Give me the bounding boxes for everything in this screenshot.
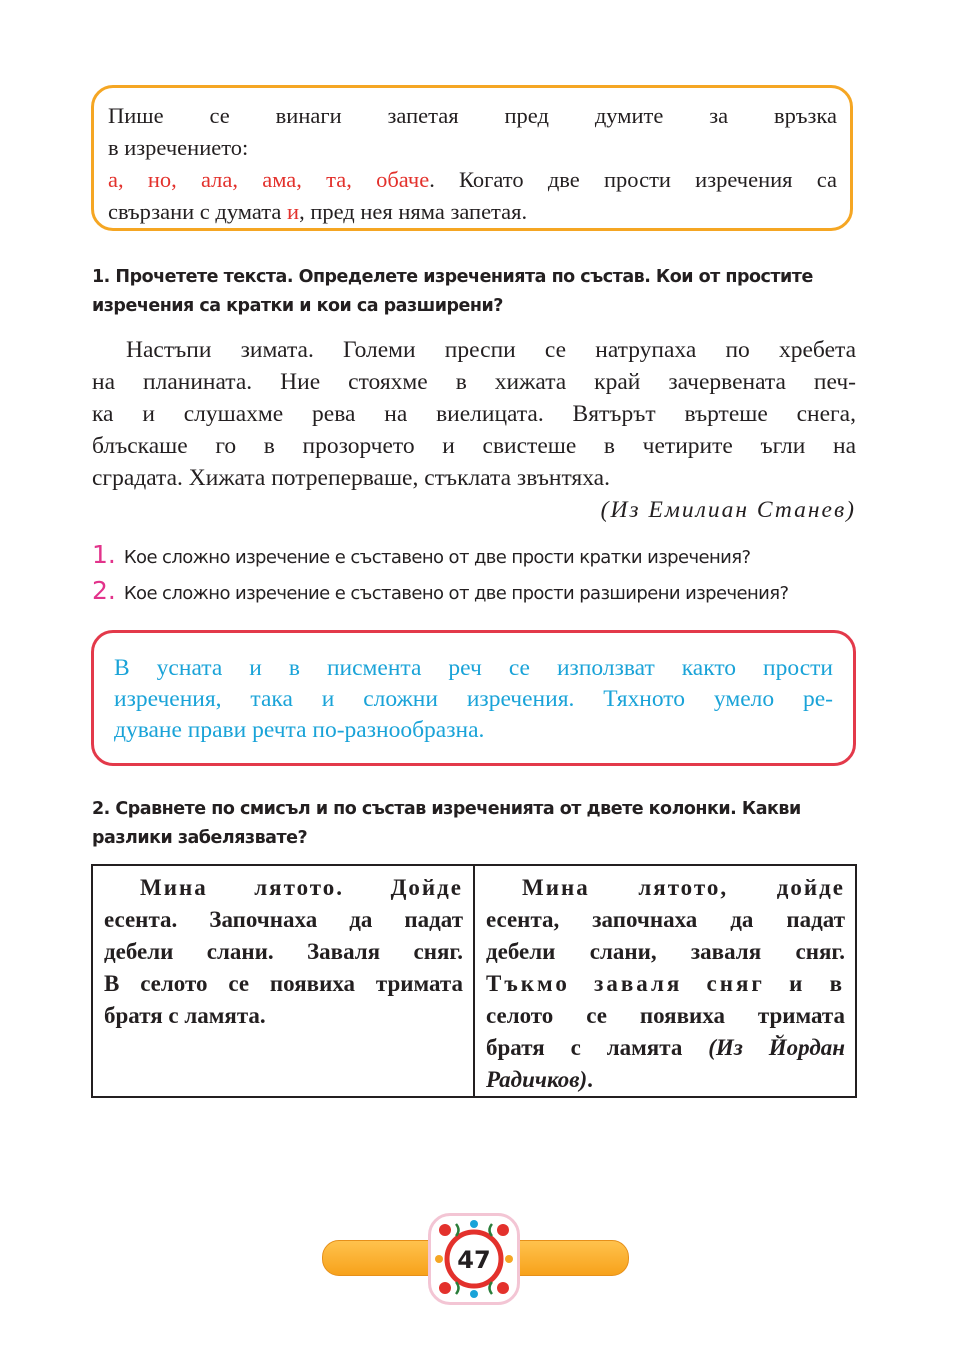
rule-line: свързани с думата и, пред нея няма запетая. (108, 199, 528, 224)
conjunctions-list: а, но, ала, ама, та, обаче (108, 167, 430, 192)
task-2-heading: 2. Сравнете по смисъл и по състав изреченията от двете колонки. Какви разлики забелязвате? (92, 799, 801, 848)
rule-line: дуване прави речта по-разнообразна. (114, 717, 485, 743)
rule-line: В усната и в писмента реч се използват както прости (114, 655, 833, 681)
passage-line: блъскаше го в прозорчето и свистеше в четирите ъгли на (92, 433, 856, 459)
comparison-table (91, 864, 857, 1098)
reading-passage (92, 334, 856, 526)
passage-line: Настъпи зимата. Големи преспи се натрупаха по хребета (126, 337, 856, 363)
rule-line: Пише се винаги запетая пред думите за връзка (108, 103, 837, 128)
question-item: 2. Кое сложно изречение е съставено от две прости разширени изречения? (92, 576, 789, 605)
rule-line: в изречението: (108, 135, 249, 160)
rule-box-sentences (91, 630, 856, 766)
table-cell-left: Мина лятото. Дойде есента. Започнаха да падат дебели слани. Заваля сняг. В селото се появиха тримата братя с ламята. (92, 865, 474, 1097)
page-number: 47 (457, 1246, 491, 1274)
rule-line: изречения, така и сложни изречения. Тяхното умело ре- (114, 686, 833, 712)
page-badge (428, 1213, 520, 1305)
passage-line: ка и слушахме рева на виелицата. Вятърът въртеше снега, (92, 401, 856, 427)
author-citation: Радичков) (486, 1067, 588, 1092)
question-item: 1. Кое сложно изречение е съставено от две прости кратки изречения? (92, 540, 751, 569)
author-citation: (Из Йордан (708, 1035, 845, 1060)
table-cell-right: Мина лятото, дойде есента, започнаха да падат дебели слани, заваля сняг. Тъкмо заваля сняг и в селото се появиха тримата братя с ламята (Из Йордан Радичков). (474, 865, 856, 1097)
questions-list (92, 538, 872, 610)
passage-line: сградата. Хижата потреперваше, стъклата звънтяха. (92, 465, 610, 491)
task-1-heading: 1. Прочетете текста. Определете изреченията по състав. Кои от простите изречения са кратки и кои са разширени? (92, 267, 813, 316)
passage-source: (Из Емилиан Станев) (600, 497, 856, 523)
passage-line: на планината. Ние стояхме в хижата край зачервената печ- (92, 369, 856, 395)
rule-line: а, но, ала, ама, та, обаче. Когато две прости изречения са (108, 167, 837, 192)
table-row (92, 865, 856, 1097)
rule-box-commas (91, 85, 853, 231)
conjunction-i: и (287, 199, 300, 224)
